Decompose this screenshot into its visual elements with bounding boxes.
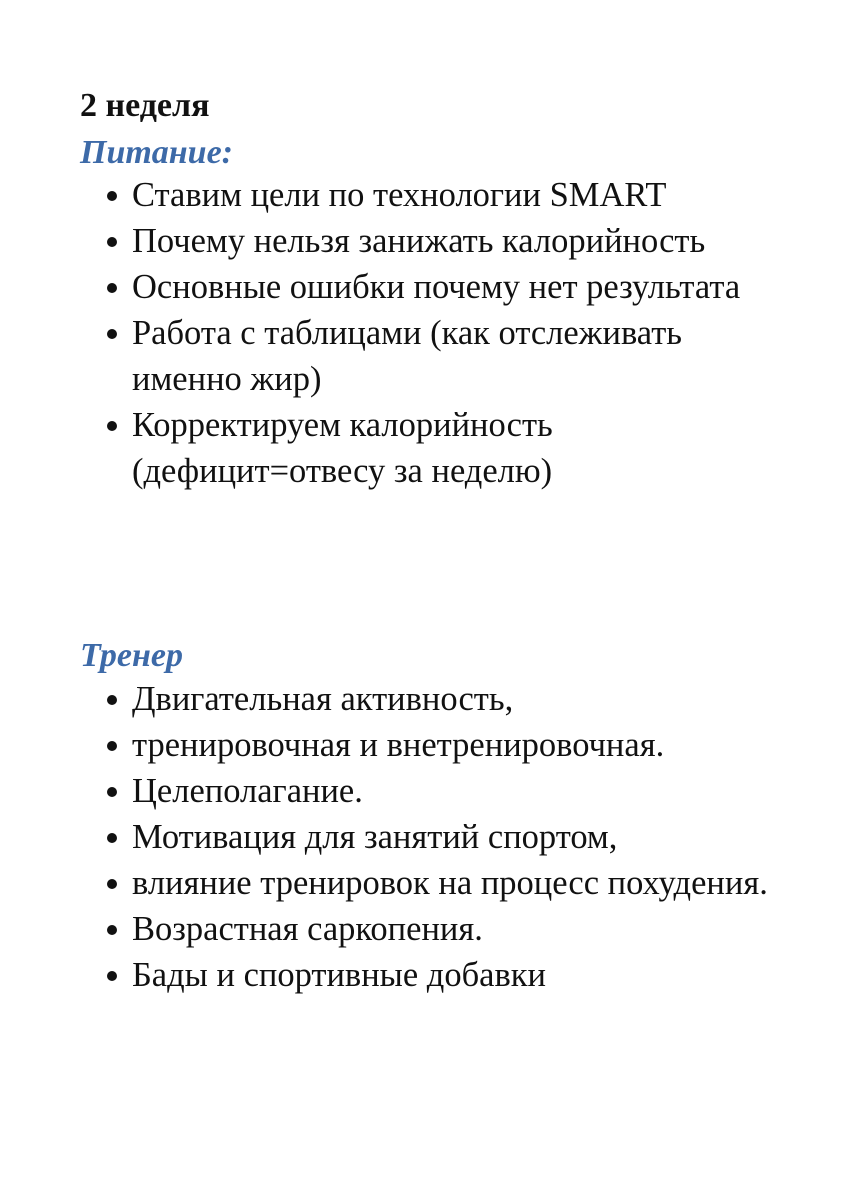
list-item-text: Ставим цели по технологии SMART xyxy=(132,176,667,214)
list-item-text: Корректируем калорийность (дефицит=отвесу за неделю) xyxy=(132,406,553,490)
list-item-text: Двигательная активность, xyxy=(132,680,514,718)
list-item-text: Работа с таблицами (как отслеживать именно жир) xyxy=(132,314,683,398)
list-item xyxy=(0,814,849,860)
list-item xyxy=(0,172,849,218)
list-item-text: влияние тренировок на процесс похудения. xyxy=(132,864,768,902)
list-item xyxy=(0,722,849,768)
list-item xyxy=(0,906,849,952)
list-item xyxy=(0,218,849,264)
list-item xyxy=(0,310,849,402)
section-heading-trainer: Тренер xyxy=(80,637,183,674)
bullet-icon xyxy=(107,833,117,843)
bullet-icon xyxy=(107,329,117,339)
bullet-icon xyxy=(107,879,117,889)
bullet-icon xyxy=(107,191,117,201)
bullet-icon xyxy=(107,741,117,751)
list-item xyxy=(0,768,849,814)
bullet-icon xyxy=(107,237,117,247)
list-item xyxy=(0,402,849,494)
section-heading-nutrition: Питание: xyxy=(80,134,233,171)
list-item-text: тренировочная и внетренировочная. xyxy=(132,726,665,764)
list-item xyxy=(0,264,849,310)
bullet-icon xyxy=(107,971,117,981)
trainer-list xyxy=(0,676,849,998)
bullet-icon xyxy=(107,925,117,935)
list-item xyxy=(0,676,849,722)
bullet-icon xyxy=(107,421,117,431)
list-item-text: Бады и спортивные добавки xyxy=(132,956,546,994)
week-title: 2 неделя xyxy=(80,87,210,124)
bullet-icon xyxy=(107,695,117,705)
bullet-icon xyxy=(107,283,117,293)
bullet-icon xyxy=(107,787,117,797)
list-item-text: Возрастная саркопения. xyxy=(132,910,483,948)
list-item-text: Мотивация для занятий спортом, xyxy=(132,818,618,856)
nutrition-list xyxy=(0,172,849,494)
list-item xyxy=(0,860,849,906)
list-item-text: Основные ошибки почему нет результата xyxy=(132,268,741,306)
list-item-text: Почему нельзя занижать калорийность xyxy=(132,222,706,260)
list-item-text: Целеполагание. xyxy=(132,772,363,810)
list-item xyxy=(0,952,849,998)
